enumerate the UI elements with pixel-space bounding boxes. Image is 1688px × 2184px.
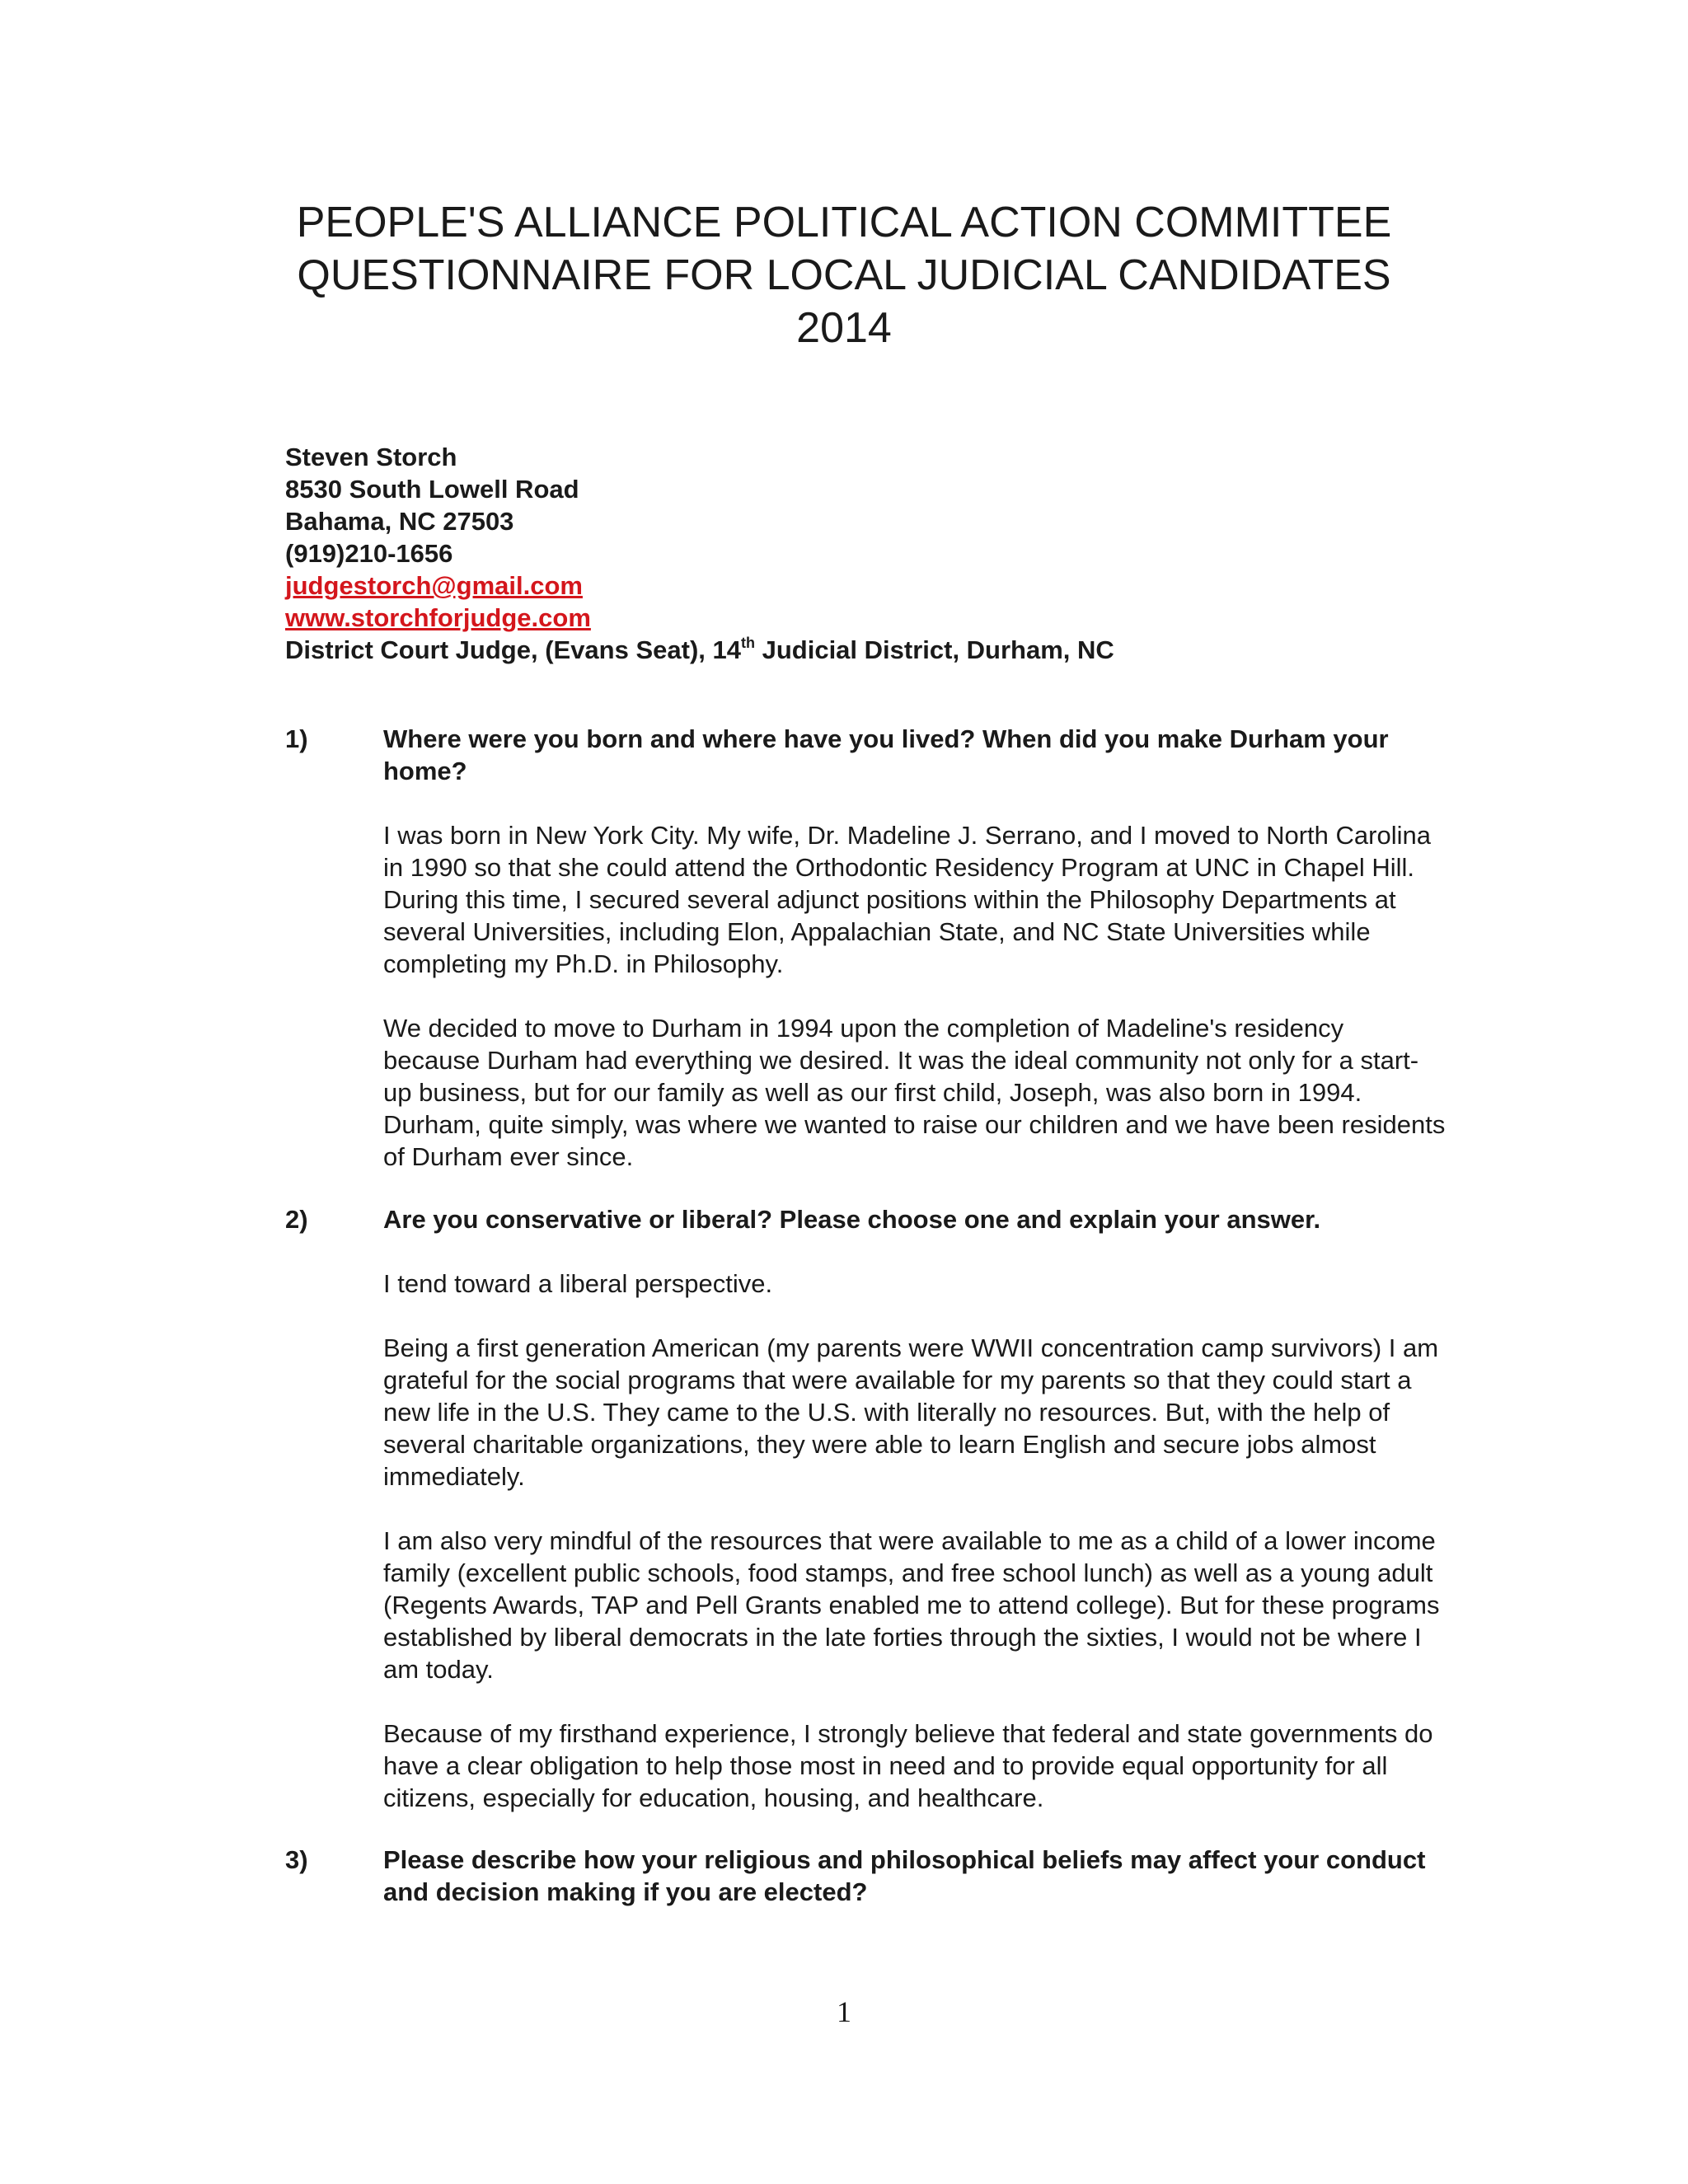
question-text: Where were you born and where have you lived? When did you make Durham your home? <box>383 724 1389 785</box>
seat-line <box>285 634 1522 666</box>
question-3-section <box>285 1844 1439 1908</box>
phone-number: (919)210-1656 <box>285 539 453 568</box>
question-3 <box>285 1844 1439 1908</box>
page-number: 1 <box>837 1995 851 2028</box>
answer-paragraph: I was born in New York City. My wife, Dr. Madeline J. Serrano, and I moved to North Carolina in 1990 so that she could attend the Orthodontic Residency Program at UNC in Chapel Hill. During this time, I secured several adjunct positions within the Philosophy Departments at several Universities, including Elon, Appalachian State, and NC State Universities while completing my Ph.D. in Philosophy. <box>383 821 1431 978</box>
seat-suffix: Judicial District, Durham, NC <box>754 635 1114 664</box>
question-number: 1) <box>285 724 308 753</box>
title-line-2: QUESTIONNAIRE FOR LOCAL JUDICIAL CANDIDATES <box>297 251 1391 299</box>
document-title <box>0 196 1688 354</box>
answer-paragraph: I am also very mindful of the resources that were available to me as a child of a lower income family (excellent public schools, food stamps, and free school lunch) as well as a young adult (Regents Awards, TAP and Pell Grants enabled me to attend college). But for these programs established by liberal democrats in the late forties through the sixties, I would not be where I am today. <box>383 1526 1440 1684</box>
street-address: 8530 South Lowell Road <box>285 475 579 504</box>
city-state-zip: Bahama, NC 27503 <box>285 507 514 536</box>
candidate-name: Steven Storch <box>285 443 457 471</box>
contact-block <box>285 441 1522 666</box>
question-number: 2) <box>285 1205 308 1234</box>
question-1-section <box>285 723 1446 1173</box>
question-text: Are you conservative or liberal? Please choose one and explain your answer. <box>383 1205 1321 1234</box>
answer-paragraph: Because of my firsthand experience, I strongly believe that federal and state governments do have a clear obligation to help those most in need and to provide equal opportunity for all citizens, especially for education, housing, and healthcare. <box>383 1719 1433 1812</box>
seat-prefix: District Court Judge, (Evans Seat), 14 <box>285 635 741 664</box>
email-link[interactable]: judgestorch@gmail.com <box>285 571 583 600</box>
question-2-section <box>285 1203 1439 1814</box>
title-line-3: 2014 <box>796 304 892 352</box>
answer-paragraph: I tend toward a liberal perspective. <box>383 1269 773 1298</box>
question-1 <box>285 723 1439 787</box>
question-number: 3) <box>285 1845 308 1874</box>
answer-paragraph: Being a first generation American (my parents were WWII concentration camp survivors) I am grateful for the social programs that were available for my parents so that they could start a new life in the U.S. They came to the U.S. with literally no resources. But, with the help of several charitable organizations, they were able to learn English and secure jobs almost immediately. <box>383 1333 1439 1491</box>
seat-ordinal: th <box>740 634 755 651</box>
website-link[interactable]: www.storchforjudge.com <box>285 603 591 632</box>
question-2 <box>285 1203 1439 1235</box>
answer-paragraph: We decided to move to Durham in 1994 upon the completion of Madeline's residency because Durham had everything we desired. It was the ideal community not only for a start-up business, but for our family as well as our first child, Joseph, was also born in 1994. Durham, quite simply, was where we wanted to raise our children and we have been residents of Durham ever since. <box>383 1014 1446 1171</box>
title-line-1: PEOPLE'S ALLIANCE POLITICAL ACTION COMMITTEE <box>296 199 1392 246</box>
question-text: Please describe how your religious and philosophical beliefs may affect your conduct and decision making if you are elected? <box>383 1845 1426 1906</box>
